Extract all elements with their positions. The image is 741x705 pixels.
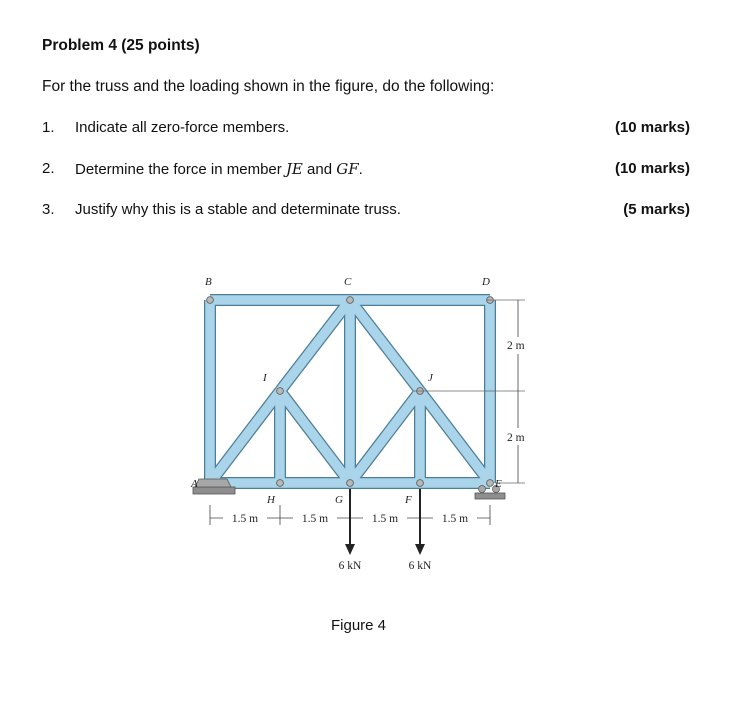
question-text: Indicate all zero-force members. xyxy=(75,119,290,136)
support-e-roller xyxy=(479,486,486,493)
joint-label-b: B xyxy=(205,276,212,288)
question-text xyxy=(75,160,363,178)
question-text-post: . xyxy=(358,161,363,178)
joint-label-j: J xyxy=(428,372,433,384)
member-gf-var: GF xyxy=(336,160,359,178)
question-number: 1. xyxy=(42,119,55,136)
question-marks: (5 marks) xyxy=(623,201,690,218)
pin-g xyxy=(347,480,354,487)
member-cj xyxy=(350,300,420,391)
joint-label-f: F xyxy=(405,494,412,506)
height-label-upper: 2 m xyxy=(507,340,525,352)
span-label-1: 1.5 m xyxy=(231,513,259,525)
joint-label-c: C xyxy=(344,276,352,288)
span-label-3: 1.5 m xyxy=(371,513,399,525)
question-marks: (10 marks) xyxy=(614,160,690,177)
member-je-var: JE xyxy=(285,160,303,178)
load-arrow-f-head xyxy=(415,544,425,555)
joint-label-e: E xyxy=(495,478,502,490)
question-text-mid: and xyxy=(302,161,337,178)
question-number: 3. xyxy=(42,201,55,218)
question-text-pre: Determine the force in member xyxy=(75,161,286,178)
question-text: Justify why this is a stable and determinate truss. xyxy=(75,201,401,218)
span-label-4: 1.5 m xyxy=(441,513,469,525)
truss-figure xyxy=(185,265,545,585)
joint-label-i: I xyxy=(263,372,267,384)
problem-title: Problem 4 (25 points) xyxy=(42,37,200,54)
truss-members xyxy=(210,300,490,483)
member-ig xyxy=(280,391,350,483)
joint-label-g: G xyxy=(335,494,343,506)
pin-f xyxy=(417,480,424,487)
joint-label-h: H xyxy=(267,494,275,506)
height-label-lower: 2 m xyxy=(507,432,525,444)
joint-label-a: A xyxy=(191,478,198,490)
support-a-base xyxy=(193,487,235,494)
question-marks: (10 marks) xyxy=(614,119,690,136)
pin-i xyxy=(277,388,284,395)
member-ic xyxy=(280,300,350,391)
span-label-2: 1.5 m xyxy=(301,513,329,525)
pin-e xyxy=(487,480,494,487)
pin-b xyxy=(207,297,214,304)
pin-h xyxy=(277,480,284,487)
joint-label-d: D xyxy=(482,276,490,288)
load-arrow-g-head xyxy=(345,544,355,555)
question-number: 2. xyxy=(42,160,55,177)
support-e-base xyxy=(475,493,505,499)
support-a-pin xyxy=(195,479,231,487)
member-je xyxy=(420,391,490,483)
problem-intro: For the truss and the loading shown in the figure, do the following: xyxy=(42,78,495,95)
member-jg xyxy=(350,391,420,483)
load-label-g: 6 kN xyxy=(338,560,362,572)
figure-caption: Figure 4 xyxy=(331,617,387,634)
loads xyxy=(339,489,432,572)
load-label-f: 6 kN xyxy=(408,560,432,572)
member-ai xyxy=(210,391,280,483)
pin-c xyxy=(347,297,354,304)
